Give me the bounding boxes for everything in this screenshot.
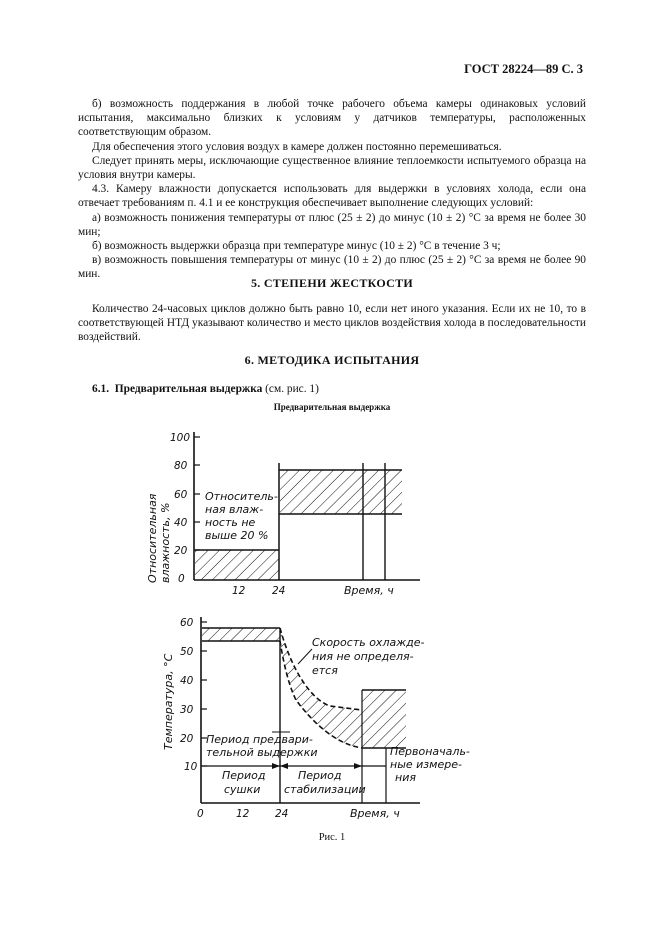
- paragraph: Для обеспечения этого условия воздух в камере должен постоянно перемешиваться.: [92, 140, 502, 153]
- y-tick-label: 10: [184, 761, 198, 773]
- figure-caption: Рис. 1: [318, 832, 346, 843]
- y-tick-label: 30: [180, 704, 194, 716]
- subsection-title: Предварительная выдержка: [114, 383, 263, 395]
- period-dry-label: сушки: [224, 783, 261, 796]
- note-line: ная влаж-: [205, 503, 264, 516]
- note-line: выше 20 %: [205, 529, 269, 542]
- y-tick-label: 50: [180, 646, 194, 658]
- y-tick-label: 0: [178, 573, 185, 585]
- paragraph: б) возможность выдержки образца при температуре минус (10 ± 2) °С в течение 3 ч;: [92, 240, 501, 253]
- period-stab-label: стабилизации: [284, 783, 366, 796]
- period-pre-label: Период предвари-: [206, 733, 313, 746]
- y-tick-label: 40: [180, 675, 194, 687]
- x-axis-label: Время, ч: [350, 807, 400, 820]
- y-axis-label: влажность, %: [159, 502, 172, 583]
- initial-meas-label: ные измере-: [390, 758, 462, 771]
- y-tick-label: 40: [174, 517, 188, 529]
- y-tick-label: 100: [170, 432, 191, 444]
- rate-note: ется: [312, 664, 338, 677]
- x-tick-label: 12: [232, 585, 246, 597]
- page-header: ГОСТ 28224—89 С. 3: [464, 62, 583, 76]
- figure-title: Предварительная выдержка: [273, 402, 391, 412]
- x-tick-label: 12: [236, 808, 250, 820]
- paragraph: в) возможность повышения температуры от минус (10 ± 2) до плюс (25 ± 2) °С за время не более 90 мин.: [78, 254, 586, 281]
- y-tick-label: 80: [174, 460, 188, 472]
- paragraph: а) возможность понижения температуры от плюс (25 ± 2) до минус (10 ± 2) °С за время не более 30 мин;: [78, 211, 586, 238]
- note-line: ность не: [205, 516, 256, 529]
- x-tick-label: 24: [275, 808, 289, 820]
- paragraph: 4.3. Камеру влажности допускается использовать для выдержки в условиях холода, если она отвечает требованиям п. 4.1 и ее конструкция обеспечивает выполнение следующих условий:: [78, 183, 586, 210]
- section-5-title: 5. СТЕПЕНИ ЖЕСТКОСТИ: [250, 276, 414, 290]
- y-tick-label: 20: [174, 545, 188, 557]
- x-axis-label: Время, ч: [344, 584, 394, 597]
- rate-note: ния не определя-: [312, 650, 414, 663]
- y-tick-label: 20: [180, 733, 194, 745]
- note-line: Относитель-: [205, 490, 278, 503]
- subsection-ref: (см. рис. 1): [265, 383, 319, 395]
- humidity-chart: [146, 432, 420, 597]
- x-tick-label: 24: [272, 585, 286, 597]
- y-tick-label: 60: [180, 617, 194, 629]
- temperature-chart: [162, 617, 470, 820]
- subsection-number: 6.1.: [92, 383, 110, 395]
- y-axis-label: Температура, °С: [162, 653, 175, 750]
- period-stab-label: Период: [298, 769, 342, 782]
- y-tick-label: 60: [174, 489, 188, 501]
- x-tick-label: 0: [197, 808, 204, 820]
- rate-note: Скорость охлажде-: [312, 636, 425, 649]
- initial-meas-label: Первоначаль-: [390, 745, 470, 758]
- paragraph: б) возможность поддержания в любой точке рабочего объема камеры одинаковых условий испытания, максимально близких к условиям у датчиков температуры, расположенных соответствующим образом.: [78, 98, 586, 139]
- section-6-title: 6. МЕТОДИКА ИСПЫТАНИЯ: [244, 353, 420, 367]
- period-dry-label: Период: [222, 769, 266, 782]
- y-axis-label: Относительная: [146, 493, 159, 583]
- initial-meas-label: ния: [395, 771, 416, 784]
- period-pre-label: тельной выдержки: [206, 746, 318, 759]
- paragraph: Следует принять меры, исключающие существенное влияние теплоемкости испытуемого образца на условия внутри камеры.: [78, 154, 586, 182]
- paragraph: Количество 24-часовых циклов должно быть равно 10, если нет иного указания. Если их не 10, то в соответствующей НТД указывают количество и место циклов воздействия холода в последовательности воздействий.: [78, 303, 586, 344]
